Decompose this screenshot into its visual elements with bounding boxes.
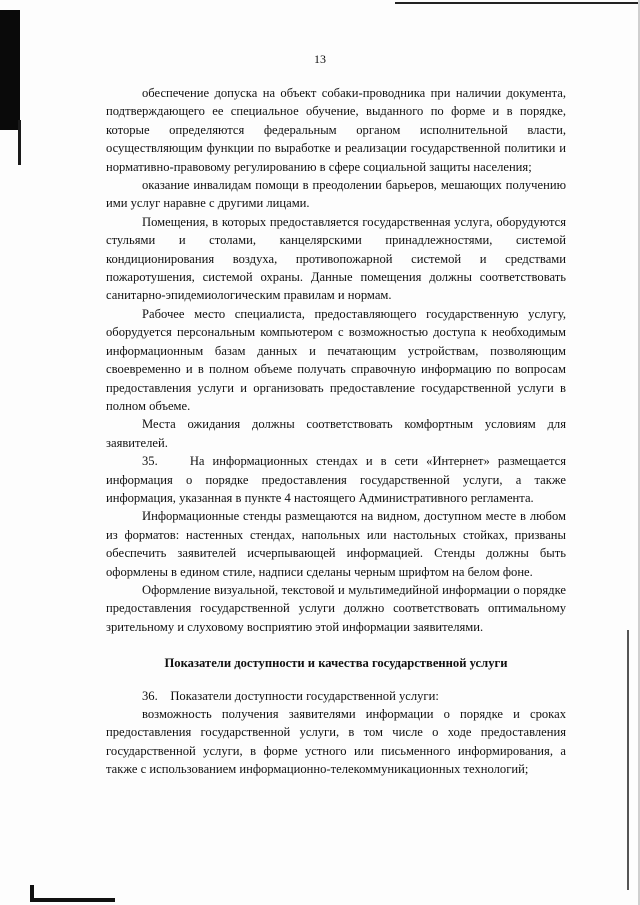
- paragraph: оказание инвалидам помощи в преодолении барьеров, мешающих получению ими услуг наравне с другими лицами.: [106, 178, 566, 211]
- scan-artifact-top-line: [395, 2, 640, 4]
- paragraph: возможность получения заявителями информации о порядке и сроках предоставления государственной услуги, в том числе о ходе предоставления государственной услуги, в форме устного или письменного информирования, а также с использованием информационно-телекоммуникационных технологий;: [106, 707, 566, 777]
- paragraph: Места ожидания должны соответствовать комфортным условиям для заявителей.: [106, 417, 566, 450]
- paragraph-item-36: 36. Показатели доступности государственной услуги:: [142, 688, 439, 703]
- paragraph: Рабочее место специалиста, предоставляющего государственную услугу, оборудуется персональным компьютером с возможностью доступа к необходимым информационным базам данных и печатающим устройствам, позволяющим своевременно и в полном объеме получать справочную информацию по вопросам предоставления услуги и организовать предоставление государственной услуги в полном объеме.: [106, 306, 566, 413]
- page-number: 13: [314, 52, 326, 66]
- paragraph: Оформление визуальной, текстовой и мультимедийной информации о порядке предоставления государственной услуги должно соответствовать оптимальному зрительному и слуховому восприятию этой информации заявителями.: [106, 582, 566, 634]
- section-heading: Показатели доступности и качества государственной услуги: [164, 656, 508, 671]
- paragraph: Помещения, в которых предоставляется государственная услуга, оборудуются стульями и столами, канцелярскими принадлежностями, системой кондиционирования воздуха, противопожарной системой и средствами пожаротушения, системой охраны. Данные помещения должны соответствовать санитарно-эпидемиологическим правилам и нормам.: [106, 214, 566, 303]
- scan-artifact-left-bar: [0, 10, 20, 130]
- paragraph-item-35: 35. На информационных стендах и в сети «Интернет» размещается информация о порядке предоставления государственной услуги, а также информация, указанная в пункте 4 настоящего Административного регламента.: [106, 454, 566, 505]
- paragraph: Информационные стенды размещаются на видном, доступном месте в любом из форматов: настенных стендах, напольных или настольных стойках, призваны обеспечить заявителей исчерпывающей информацией. Стенды должны быть оформлены в едином стиле, надписи сделаны черным шрифтом на белом фоне.: [106, 509, 566, 579]
- paragraph: обеспечение допуска на объект собаки-проводника при наличии документа, подтверждающего ее специальное обучение, выданного по форме и в порядке, которые определяются федеральным органом исполнительной власти, осуществляющим функции по выработке и реализации государственной политики и нормативно-правовому регулированию в сфере социальной защиты населения;: [106, 86, 566, 174]
- document-body: [106, 84, 566, 779]
- scan-artifact-bottom-line: [30, 898, 115, 902]
- scan-artifact-right-line: [627, 630, 629, 890]
- scan-artifact-bottom-corner: [30, 885, 34, 902]
- scan-artifact-left-line: [18, 120, 21, 165]
